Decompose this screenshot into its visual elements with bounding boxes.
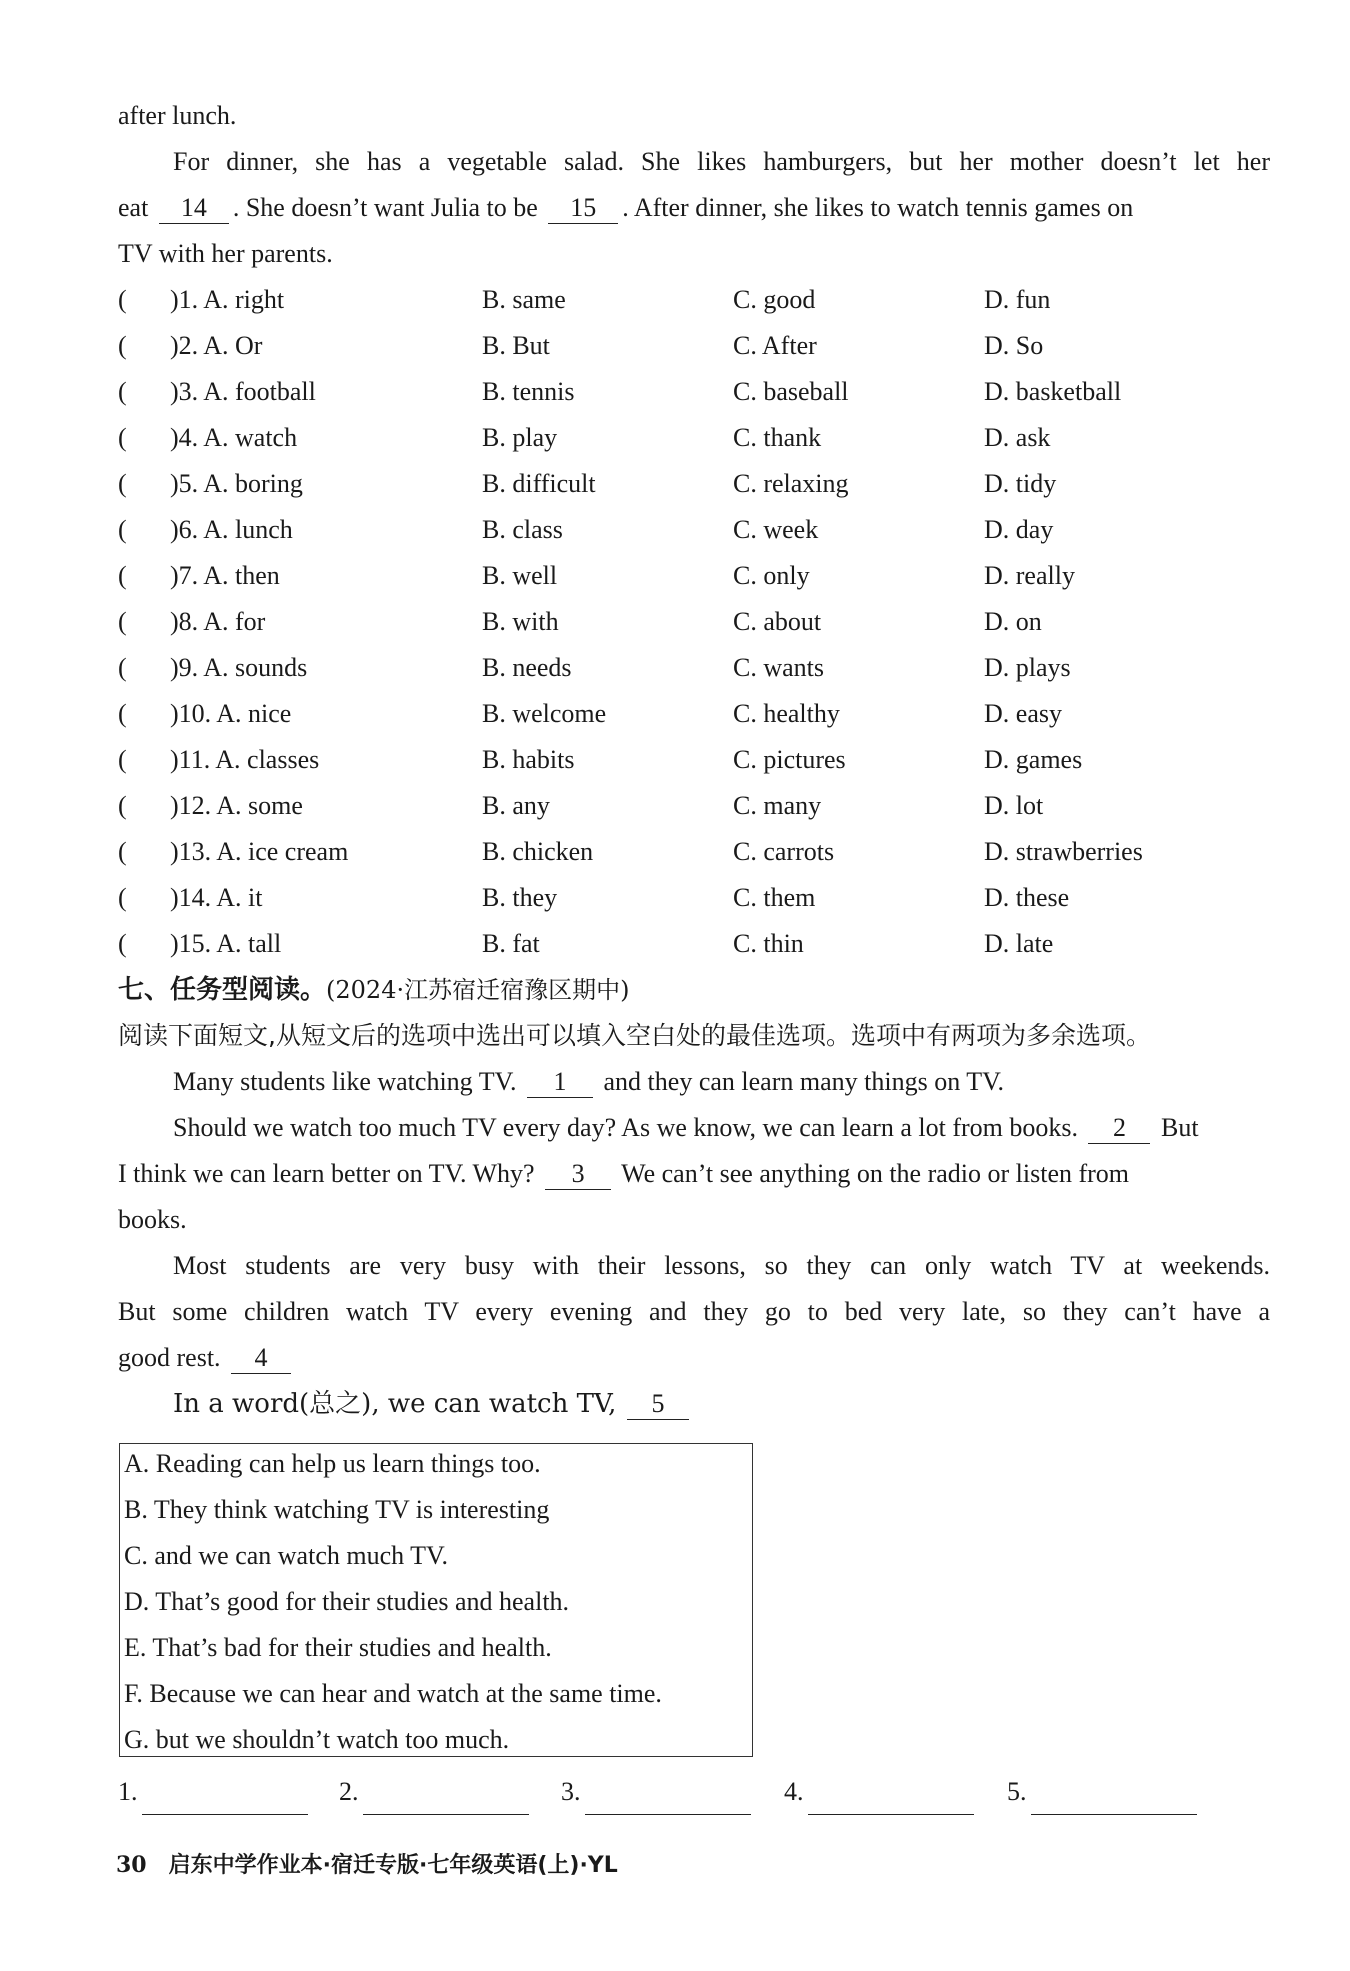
option-b: B. tennis [482,377,575,406]
option-c: C. only [733,561,810,590]
passage-line [118,231,1270,277]
option-d: D. strawberries [984,837,1143,866]
question-row [118,691,1270,737]
answer-bracket[interactable]: ( [118,791,127,820]
option-b: B. play [482,423,558,452]
option-b: B. fat [482,929,540,958]
option-d: D. games [984,745,1083,774]
option-b: B. habits [482,745,575,774]
answer-bracket[interactable]: ( [118,653,127,682]
passage-text: . She doesn’t want Julia to be [232,193,538,222]
option-d: D. lot [984,791,1044,820]
passage-line [118,93,1270,139]
question-row [118,553,1270,599]
passage-line [173,1059,1270,1105]
answer-bracket[interactable]: ( [118,699,127,728]
passage-text: Should we watch too much TV every day? As we know, we can learn a lot from books. [173,1113,1078,1142]
page-number: 30 [116,1852,147,1878]
passage-text: TV with her parents. [118,239,333,268]
option-c: C. healthy [733,699,840,728]
question-row [118,875,1270,921]
option-c: C. good [733,285,816,314]
option-a: )4. A. watch [170,423,298,452]
passage-line [118,1197,1270,1243]
passage-line [173,139,1270,185]
option-item: F. Because we can hear and watch at the same time. [124,1679,662,1708]
answer-bracket[interactable]: ( [118,377,127,406]
answer-bracket[interactable]: ( [118,469,127,498]
blank-2: 2 [1088,1113,1150,1144]
option-a: )14. A. it [170,883,263,912]
blank-1: 1 [527,1067,593,1098]
passage-line [118,1289,1270,1335]
blank-3: 3 [545,1159,611,1190]
question-row [118,461,1270,507]
passage-text: But [1160,1113,1199,1142]
option-a: )6. A. lunch [170,515,293,544]
option-item: D. That’s good for their studies and health. [124,1587,570,1616]
section-heading: 七、任务型阅读。 [118,975,327,1005]
passage-line [118,1335,1270,1381]
option-c: C. wants [733,653,824,682]
answer-number: 5. [1007,1777,1027,1806]
option-c: C. many [733,791,822,820]
option-c: C. them [733,883,816,912]
option-c: C. pictures [733,745,846,774]
passage-line [118,185,1270,231]
passage-text: We can’t see anything on the radio or listen from [621,1159,1130,1188]
question-row [118,921,1270,967]
option-a: )9. A. sounds [170,653,308,682]
answer-bracket[interactable]: ( [118,285,127,314]
question-row [118,783,1270,829]
passage-text: after lunch. [118,101,237,130]
option-a: )2. A. Or [170,331,263,360]
answer-line[interactable] [142,1784,308,1815]
option-b: B. But [482,331,550,360]
question-row [118,507,1270,553]
blank-15: 15 [548,193,618,224]
option-a: )8. A. for [170,607,266,636]
option-b: B. difficult [482,469,596,498]
answer-bracket[interactable]: ( [118,331,127,360]
option-c: C. about [733,607,822,636]
option-d: D. ask [984,423,1051,452]
blank-5: 5 [627,1389,689,1420]
answer-bracket[interactable]: ( [118,883,127,912]
answer-number: 3. [561,1777,581,1806]
option-item: C. and we can watch much TV. [124,1541,448,1570]
option-d: D. day [984,515,1054,544]
section-source: (2024·江苏宿迁宿豫区期中) [326,976,630,1004]
option-c: C. week [733,515,819,544]
option-c: C. relaxing [733,469,849,498]
section-title [118,967,629,1013]
question-row [118,369,1270,415]
page-footer [116,1848,618,1883]
option-d: D. fun [984,285,1051,314]
answer-number: 1. [118,1777,138,1806]
option-b: B. same [482,285,566,314]
option-a: )10. A. nice [170,699,292,728]
option-a: )7. A. then [170,561,280,590]
option-d: D. on [984,607,1042,636]
option-d: D. really [984,561,1075,590]
answer-row [118,1769,1270,1815]
option-b: B. any [482,791,550,820]
passage-text: Most students are very busy with their lessons, so they can only watch TV at weekends. [173,1251,1270,1280]
option-a: )5. A. boring [170,469,303,498]
answer-number: 2. [339,1777,359,1806]
option-a: )12. A. some [170,791,303,820]
section-instruction: 阅读下面短文,从短文后的选项中选出可以填入空白处的最佳选项。选项中有两项为多余选项。 [118,1021,1151,1050]
option-a: )3. A. football [170,377,316,406]
passage-text: Many students like watching TV. [173,1067,517,1096]
answer-slot-3[interactable] [561,1769,751,1815]
answer-slot-1[interactable] [118,1769,308,1815]
answer-bracket[interactable]: ( [118,837,127,866]
option-d: D. easy [984,699,1062,728]
option-item: B. They think watching TV is interesting [124,1495,550,1524]
answer-slot-4[interactable] [784,1769,974,1815]
passage-text: . After dinner, she likes to watch tennis games on [622,193,1134,222]
answer-bracket[interactable]: ( [118,515,127,544]
option-c: C. thin [733,929,804,958]
option-item: G. but we shouldn’t watch too much. [124,1725,510,1754]
book-title: 启东中学作业本·宿迁专版·七年级英语(上)·YL [168,1853,618,1878]
option-item: E. That’s bad for their studies and health. [124,1633,552,1662]
question-row [118,415,1270,461]
passage-text: and they can learn many things on TV. [603,1067,1005,1096]
question-row [118,737,1270,783]
answer-line[interactable] [363,1784,529,1815]
answer-number: 4. [784,1777,804,1806]
passage-text: books. [118,1205,187,1234]
option-d: D. plays [984,653,1071,682]
question-row [118,599,1270,645]
option-d: D. these [984,883,1070,912]
passage-line [173,1105,1270,1151]
option-d: D. basketball [984,377,1122,406]
question-row [118,323,1270,369]
question-row [118,277,1270,323]
options-box [119,1443,753,1757]
option-c: C. thank [733,423,822,452]
blank-14: 14 [159,193,229,224]
passage-text: For dinner, she has a vegetable salad. She likes hamburgers, but her mother doesn’t let her [173,147,1270,176]
passage-line [118,1151,1270,1197]
passage-text: eat [118,193,149,222]
option-b: B. with [482,607,559,636]
answer-bracket[interactable]: ( [118,423,127,452]
option-b: B. welcome [482,699,607,728]
option-item: A. Reading can help us learn things too. [124,1449,541,1478]
answer-slot-2[interactable] [339,1769,529,1815]
passage-text: But some children watch TV every evening and they go to bed very late, so they can’t have a [118,1297,1270,1326]
passage-text: I think we can learn better on TV. Why? [118,1159,535,1188]
passage-text: good rest. [118,1343,221,1372]
option-a: )1. A. right [170,285,285,314]
passage-text: In a word(总之), we can watch TV, [173,1389,617,1419]
option-c: C. baseball [733,377,849,406]
answer-bracket[interactable]: ( [118,929,127,958]
option-b: B. chicken [482,837,594,866]
option-a: )13. A. ice cream [170,837,349,866]
option-b: B. needs [482,653,572,682]
option-b: B. they [482,883,558,912]
blank-4: 4 [231,1343,291,1374]
option-d: D. late [984,929,1054,958]
answer-bracket[interactable]: ( [118,745,127,774]
answer-line[interactable] [808,1784,974,1815]
option-c: C. After [733,331,817,360]
option-a: )11. A. classes [170,745,320,774]
option-d: D. So [984,331,1044,360]
question-row [118,645,1270,691]
option-a: )15. A. tall [170,929,282,958]
question-row [118,829,1270,875]
answer-slot-5[interactable] [1007,1769,1197,1815]
option-c: C. carrots [733,837,835,866]
option-b: B. class [482,515,563,544]
answer-bracket[interactable]: ( [118,561,127,590]
option-d: D. tidy [984,469,1057,498]
answer-line[interactable] [1031,1784,1197,1815]
answer-bracket[interactable]: ( [118,607,127,636]
passage-line [173,1381,1270,1427]
option-b: B. well [482,561,558,590]
passage-line [173,1243,1270,1289]
answer-line[interactable] [585,1784,751,1815]
